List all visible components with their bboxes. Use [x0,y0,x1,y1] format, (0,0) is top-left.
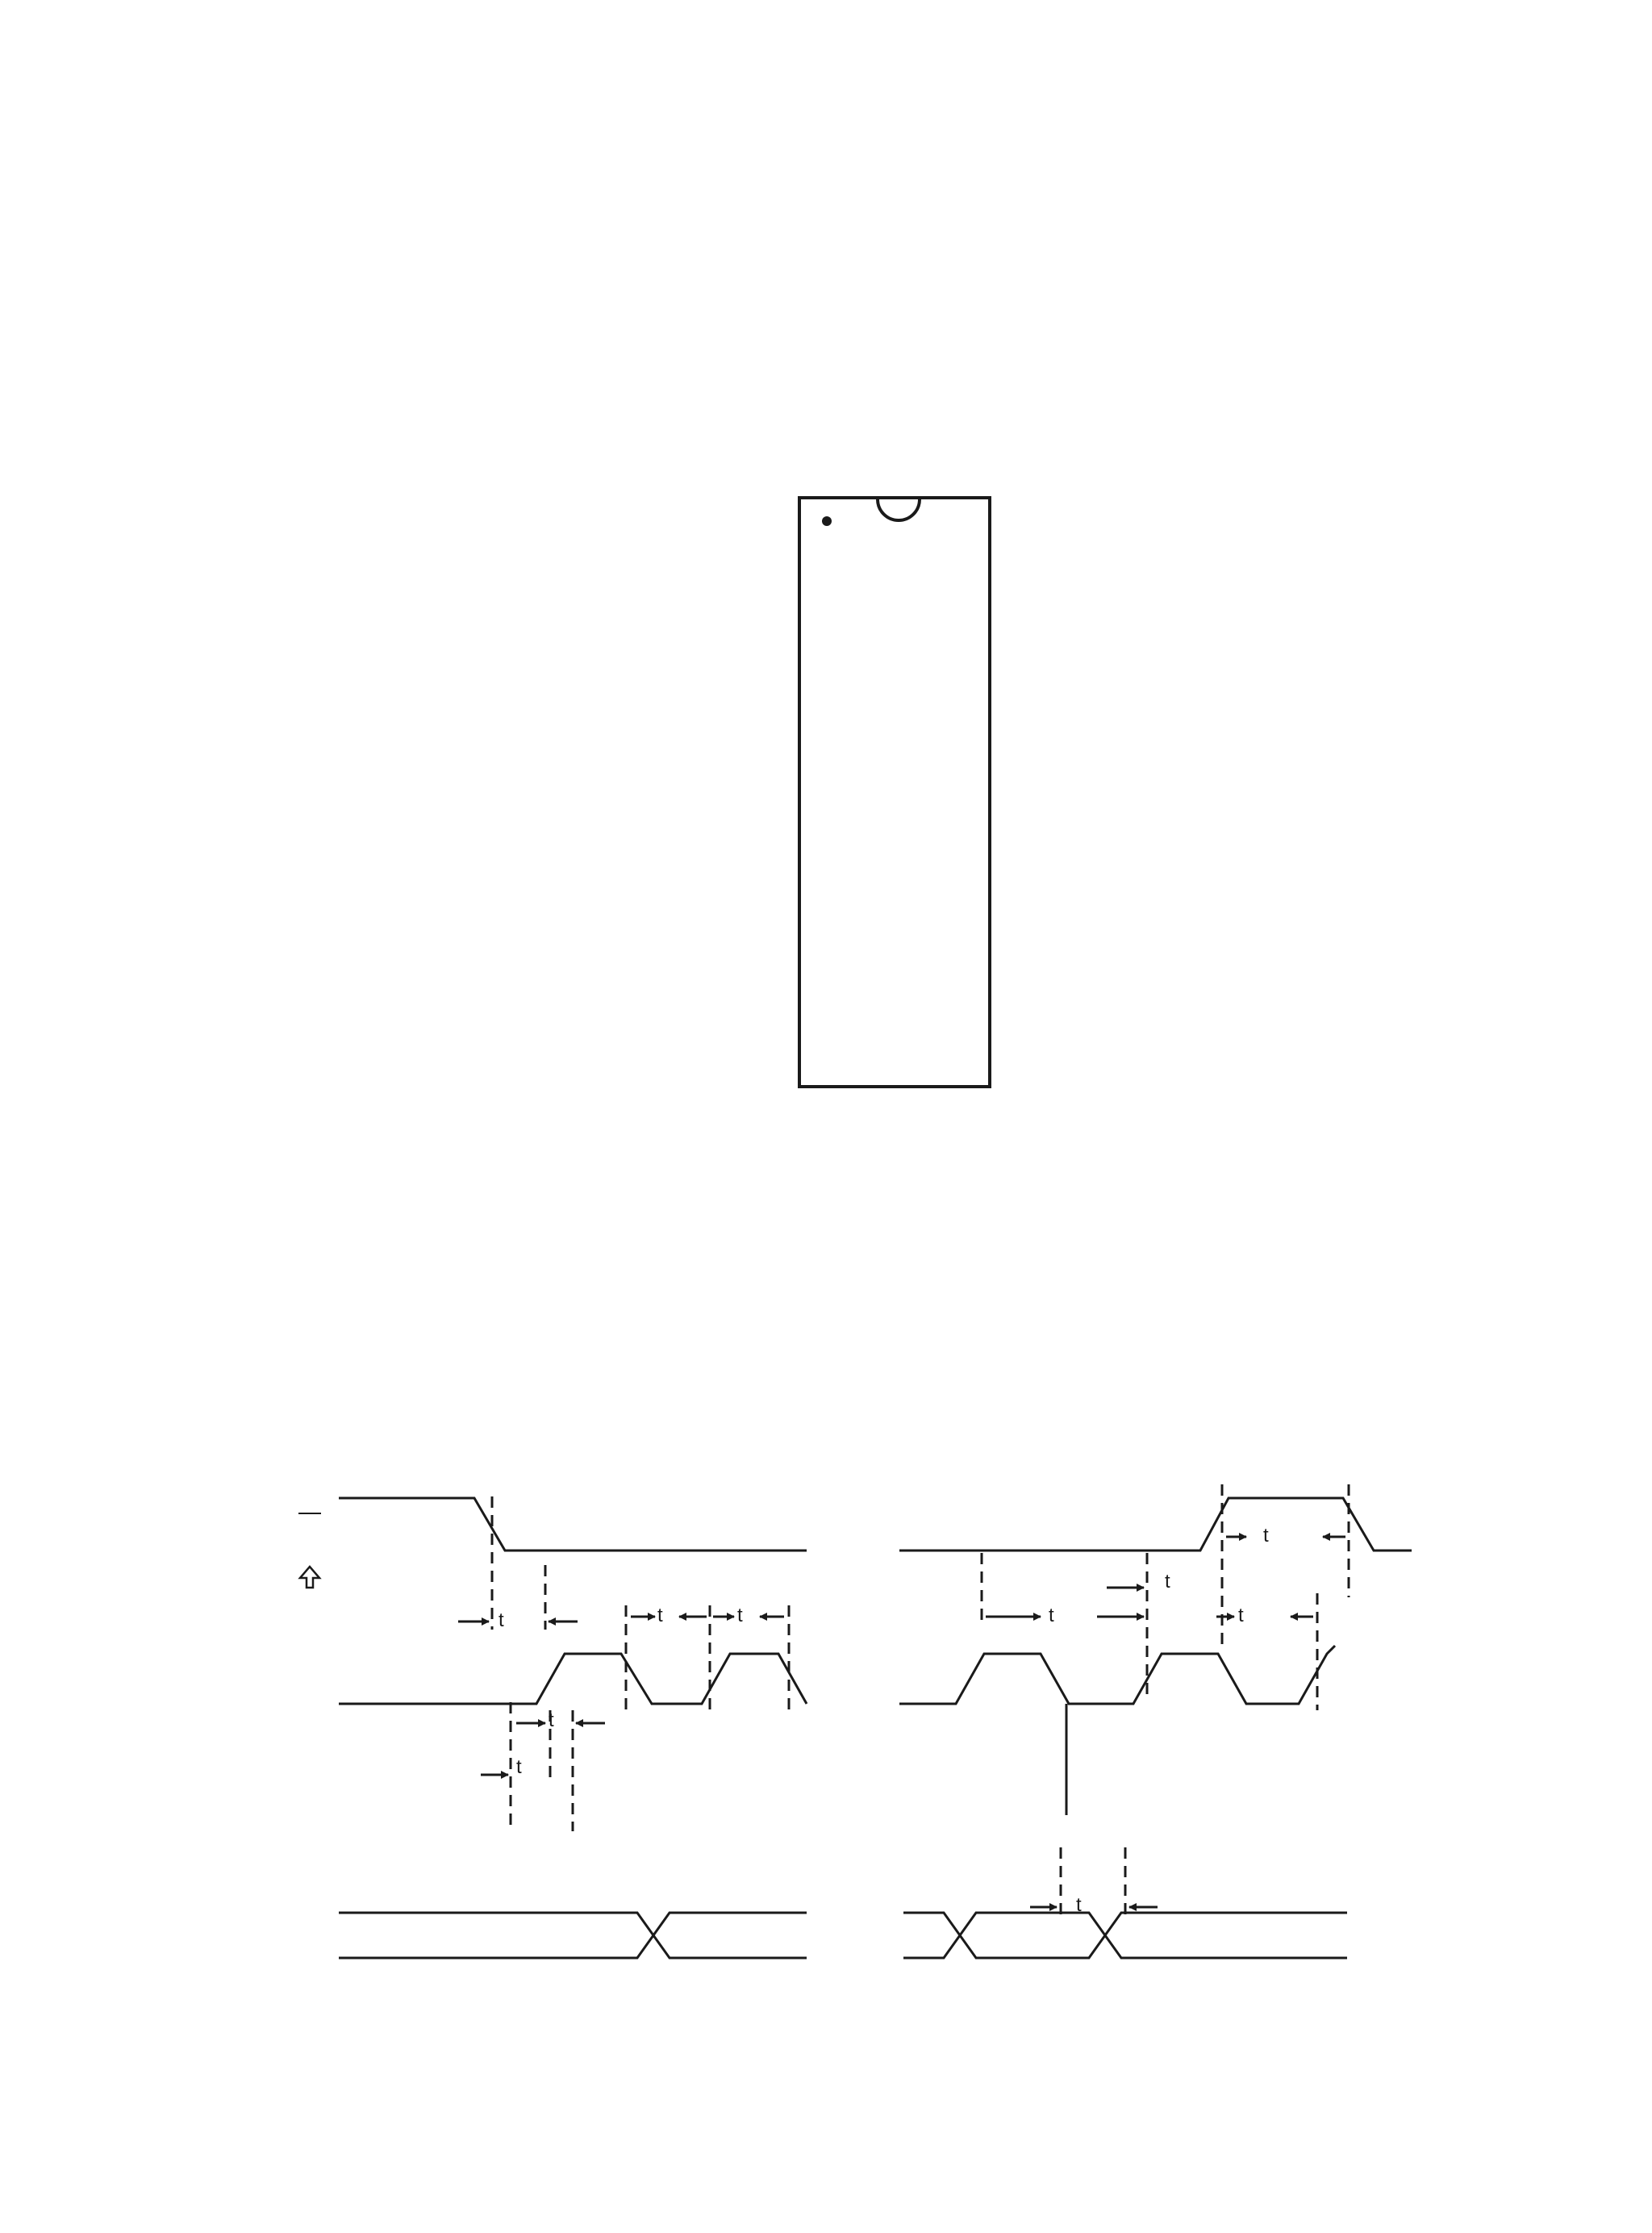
tldck-label: t [1238,1605,1244,1626]
tcsh-label: t [1165,1571,1170,1592]
tds-label: t [516,1756,522,1778]
tcsw-label: t [1263,1525,1269,1546]
tcp-label: t [1049,1605,1054,1626]
clk-waveform-a [339,1654,807,1704]
dout-waveform-a2 [339,1913,807,1958]
tcl-label: t [657,1605,663,1626]
tcss-label: t [499,1609,504,1631]
pin1-marker [822,516,832,526]
ic-notch [878,499,920,520]
tdh-label: t [549,1709,554,1731]
cs-waveform-b [899,1498,1412,1551]
pin-diagram [0,476,1652,1121]
timing-diagram [0,1460,1652,2001]
tch-label: t [737,1605,743,1626]
up-arrow-icon [300,1567,319,1588]
ic-body [799,498,990,1087]
cs-waveform-a [339,1498,807,1551]
clk-waveform-b [899,1646,1335,1704]
tdo-label: t [1076,1894,1082,1916]
dout-waveform-a1 [339,1913,807,1958]
